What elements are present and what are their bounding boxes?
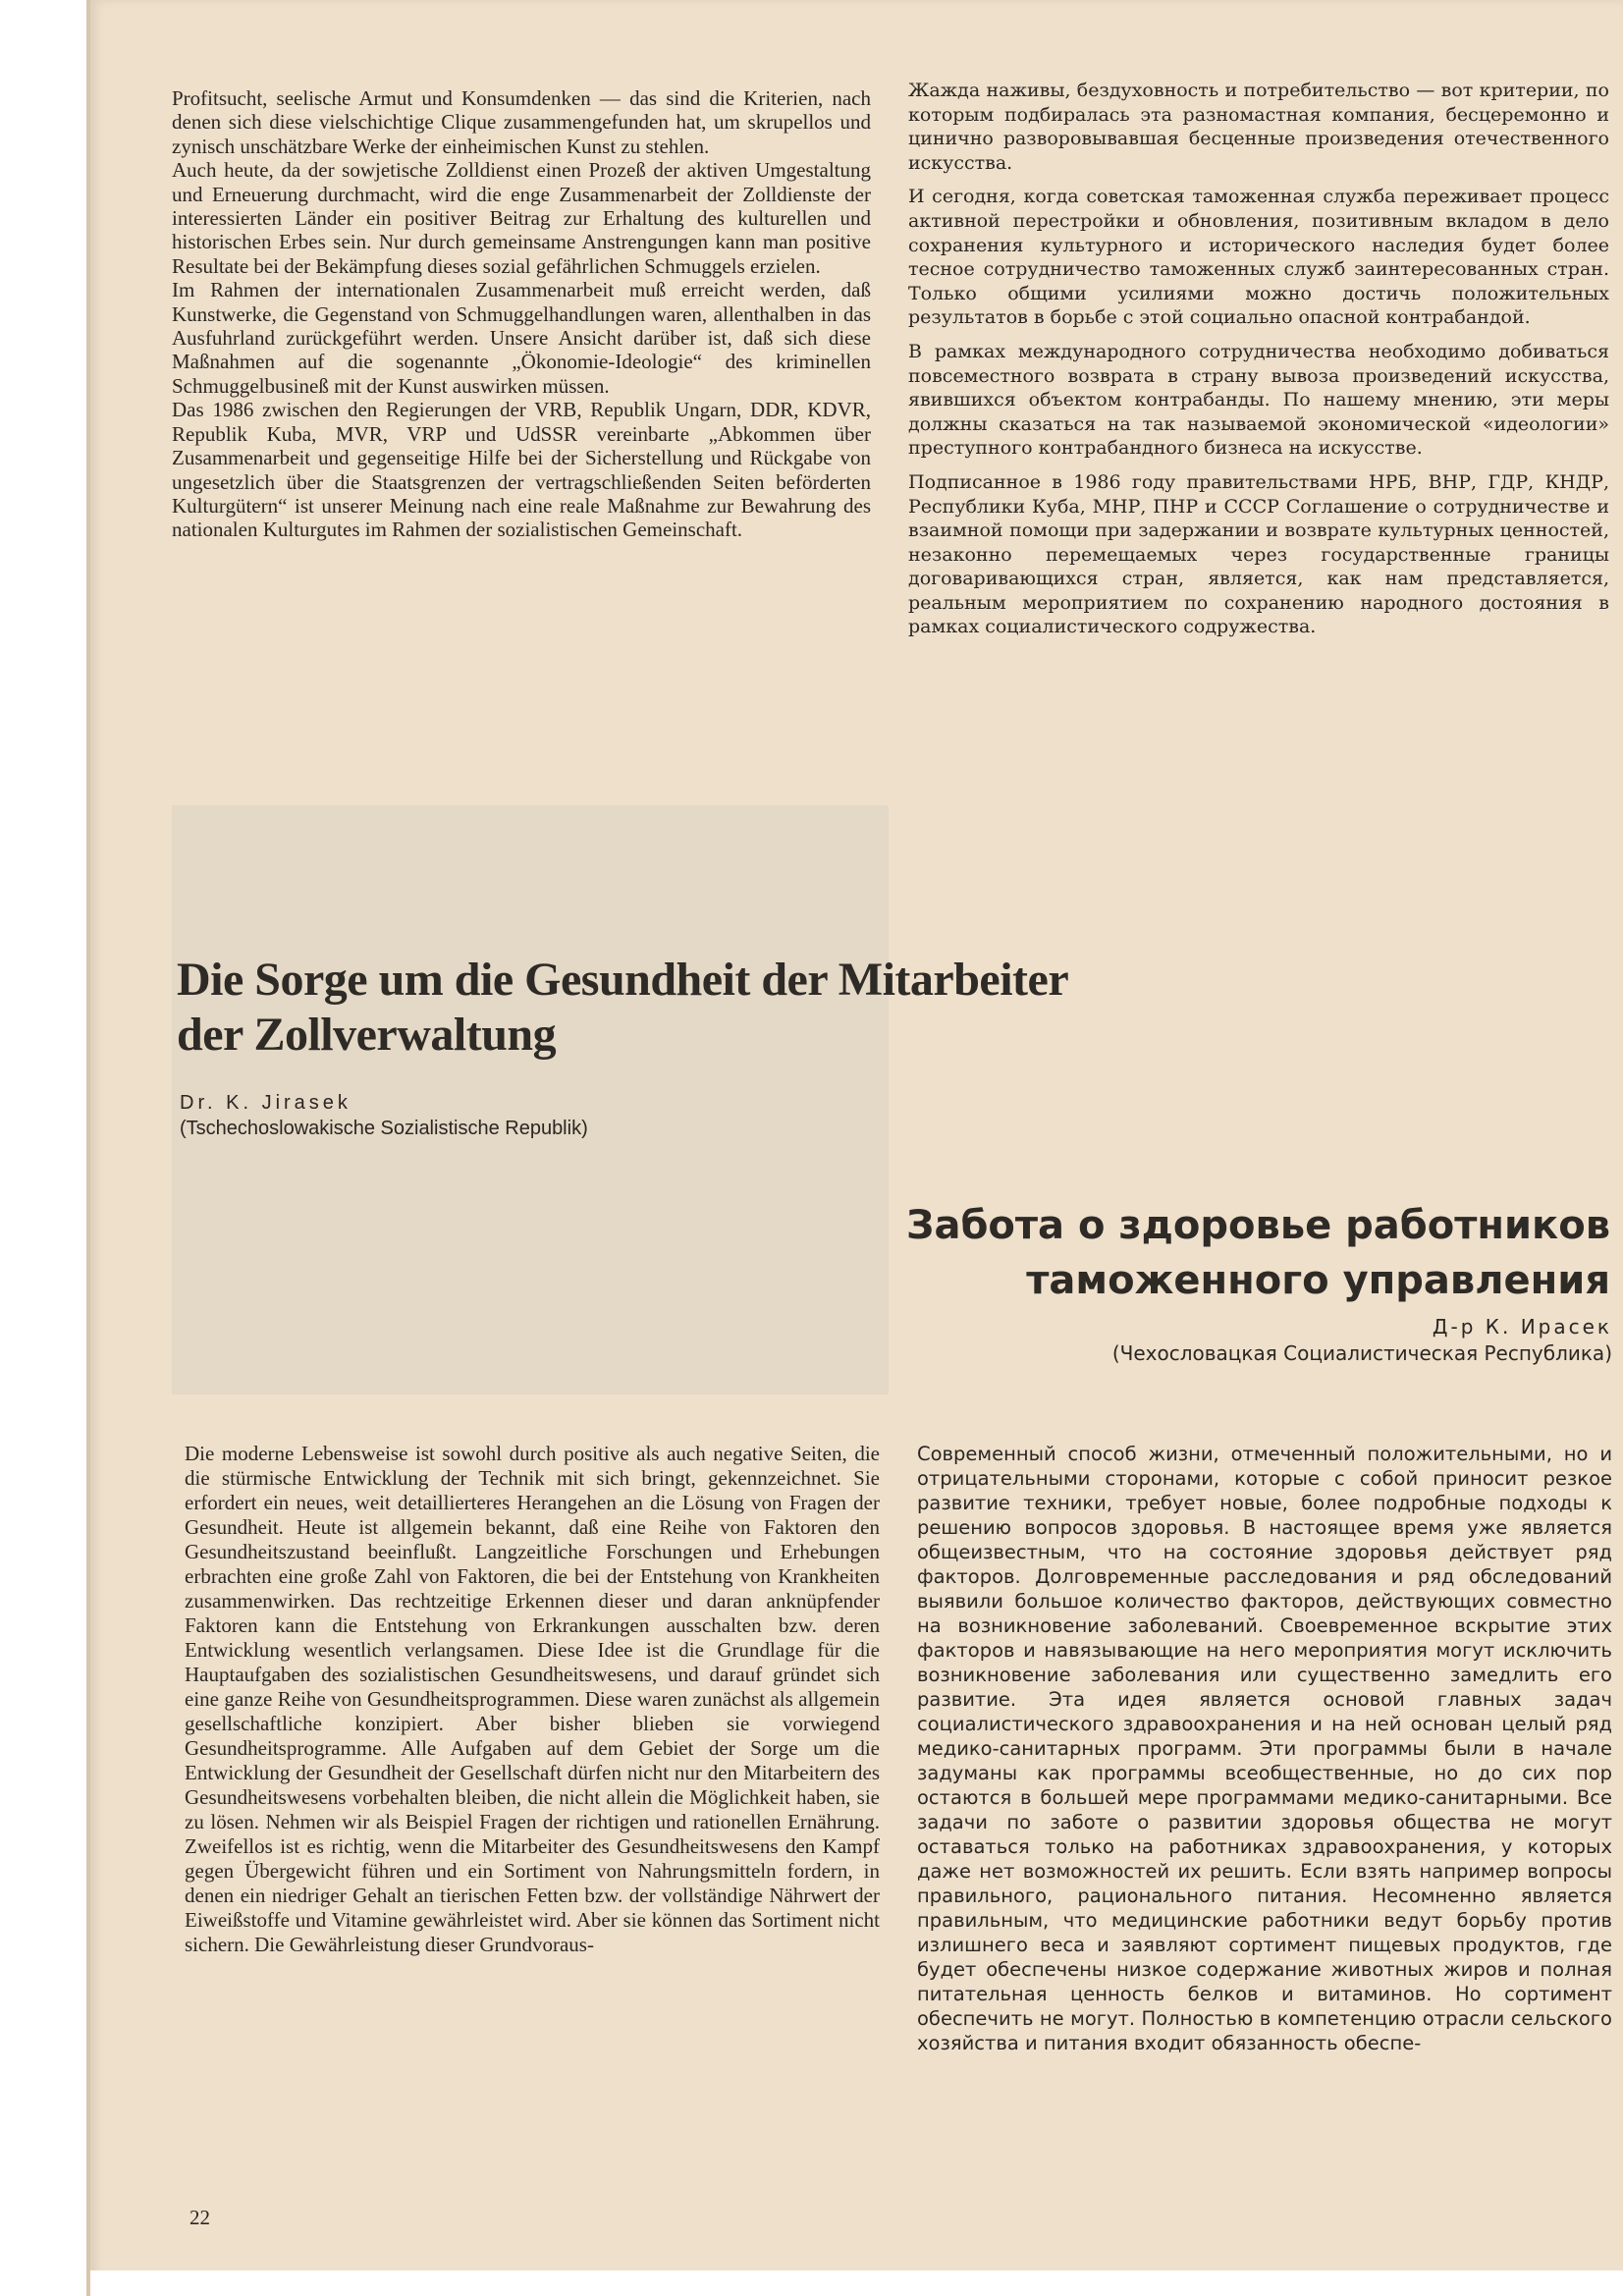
paragraph: Auch heute, da der sowjetische Zolldienst einen Prozeß der aktiven Umgestaltung und Erneuerung durchmacht, wird die enge Zusammenarbeit der Zolldienste der interessierten Länder ein positiver Beitrag zur Erhaltung des kulturellen und historischen Erbes sein. Nur durch gemeinsame Anstrengungen kann man positive Resultate bei der Bekämpfung dieses sozial gefährlichen Schmuggels erzielen. — [172, 158, 871, 278]
author-name: Д-р К. Ирасек — [1432, 1315, 1612, 1339]
paragraph: Современный способ жизни, отмеченный положительными, но и отрицательными сторонами, которые с собой приносит резкое развитие техники, требует новые, более подробные подходы к решению вопросов здоровья. В настоящее время уже является общеизвестным, что на состояние здоровья действует ряд факторов. Долговременные расследования и ряд обследований выявили большое количество факторов, действующих совместно на возникновение заболеваний. Своевременное вскрытие этих факторов и навязывающие на него мероприятия могут исключить возникновение заболевания или существенно замедлить его развитие. Эта идея является основой главных задач социалистического здравоохранения и на ней основан целый ряд медико-санитарных программ. Эти программы были в начале задуманы как программы всеобщественные, но до сих пор остаются в большей мере программами медико-санитарными. Все задачи по заботе о развитии здоровья общества не могут оставаться только на работниках здравоохранения, у которых даже нет возможностей их решить. Если взять например вопросы правильного, рационального питания. Несомненно является правильным, что медицинские работники ведут борьбу против излишнего веса и заявляют сортимент пищевых продуктов, где будет обеспечены низкое содержание животных жиров и полная питательная ценность белков и витаминов. Но сортимент обеспечить не могут. Полностью в компетенцию отрасли сельского хозяйства и питания входит обязанность обеспе- — [917, 1443, 1612, 2054]
paragraph: Жажда наживы, бездуховность и потребительство — вот критерии, по которым подбиралась эта разномастная компания, бесцеремонно и цинично разворовывавшая бесценные произведения отечественного искусства. — [908, 80, 1609, 174]
russian-article-title — [766, 1198, 1610, 1308]
author-country: (Tschechoslowakische Sozialistische Republik) — [180, 1118, 588, 1139]
paragraph: Das 1986 zwischen den Regierungen der VRB, Republik Ungarn, DDR, KDVR, Republik Kuba, MVR, VRP und UdSSR vereinbarte „Abkommen über Zusammenarbeit und gegenseitige Hilfe bei der Sicherstellung und Rückgabe von ungesetzlich über die Staatsgrenzen der vertragschließenden Seiten beförderten Kulturgütern“ ist unserer Meinung nach eine reale Maßnahme zur Bewahrung des nationalen Kulturgutes im Rahmen der sozialistischen Gemeinschaft. — [172, 398, 871, 542]
top-russian-column — [908, 79, 1609, 649]
top-german-column — [172, 86, 871, 542]
german-author-block — [180, 1090, 965, 1141]
article-russian-column — [917, 1442, 1612, 2055]
title-line: der Zollverwaltung — [177, 1009, 557, 1061]
german-article-title — [177, 953, 1159, 1063]
title-line: Забота о здоровье работников — [906, 1203, 1610, 1248]
paragraph: Im Rahmen der internationalen Zusammenarbeit muß erreicht werden, daß Kunstwerke, die Gegenstand von Schmuggelhandlungen waren, allenthalben in das Ausfuhrland zurückgeführt werden. Unsere Ansicht darüber ist, daß sich diese Maßnahmen auf die sogenannte „Ökonomie-Ideologie“ des kriminellen Schmuggelbusineß mit der Kunst auswirken müssen. — [172, 278, 871, 398]
paragraph: В рамках международного сотрудничества необходимо добиваться повсеместного возврата в страну вывоза произведений искусства, явившихся объектом контрабанды. По нашему мнению, эти меры должны сказаться на так называемой экономической «идеологии» преступного контрабандного бизнеса на искусстве. — [908, 340, 1609, 460]
title-line: таможенного управления — [1026, 1258, 1610, 1303]
page-bottom-margin — [90, 2270, 1623, 2296]
author-name: Dr. K. Jirasek — [180, 1092, 352, 1114]
page-number: 22 — [189, 2206, 210, 2229]
paragraph: Profitsucht, seelische Armut und Konsumdenken — das sind die Kriterien, nach denen sich diese vielschichtige Clique zusammengefunden hat, um skrupellos und zynisch unschätzbare Werke der einheimischen Kunst zu stehlen. — [172, 86, 871, 158]
russian-author-block — [884, 1314, 1612, 1367]
article-german-column — [185, 1442, 880, 1957]
paragraph: Die moderne Lebensweise ist sowohl durch positive als auch negative Seiten, die die stürmische Entwicklung der Technik mit sich bringt, gekennzeichnet. Sie erfordert ein neues, weit detaillierteres Herangehen an die Lösung von Fragen der Gesundheit. Heute ist allgemein bekannt, daß eine Reihe von Faktoren den Gesundheitszustand beeinflußt. Langzeitliche Forschungen und Erhebungen erbrachten eine große Zahl von Faktoren, die bei der Entstehung von Krankheiten zusammenwirken. Das rechtzeitige Erkennen dieser und daran anknüpfender Faktoren kann die Entstehung von Erkrankungen ausschalten bzw. deren Entwicklung wesentlich verlangsamen. Diese Idee ist die Grundlage für die Hauptaufgaben des sozialistischen Gesundheitswesens, und darauf gründet sich eine ganze Reihe von Gesundheitsprogrammen. Diese waren zunächst als allgemein gesellschaftliche konzipiert. Aber bisher blieben sie vorwiegend Gesundheitsprogramme. Alle Aufgaben auf dem Gebiet der Sorge um die Entwicklung der Gesundheit der Gesellschaft dürfen nicht nur den Mitarbeitern des Gesundheitswesens vorbehalten bleiben, die nicht allein die Möglichkeit haben, sie zu lösen. Nehmen wir als Beispiel Fragen der richtigen und rationellen Ernährung. Zweifellos ist es richtig, wenn die Mitarbeiter des Gesundheitswesens den Kampf gegen Übergewicht führen und ein Sortiment von Nahrungsmitteln fordern, in denen ein niedriger Gehalt an tierischen Fetten bzw. der vollständige Nährwert der Eiweißstoffe und Vitamine gewährleistet wird. Aber sie können das Sortiment nicht sichern. Die Gewährleistung dieser Grundvoraus- — [185, 1442, 880, 1956]
paragraph: И сегодня, когда советская таможенная служба переживает процесс активной перестройки и обновления, позитивным вкладом в дело сохранения культурного и исторического наследия будет более тесное сотрудничество таможенных служб заинтересованных стран. Только общими усилиями можно достичь положительных результатов в борьбе с этой социально опасной контрабандой. — [908, 186, 1609, 329]
author-country: (Чехословацкая Социалистическая Республика) — [1111, 1341, 1612, 1365]
paragraph: Подписанное в 1986 году правительствами НРБ, ВНР, ГДР, КНДР, Республики Куба, МНР, ПНР и СССР Соглашение о сотрудничестве и взаимной помощи при задержании и возврате культурных ценностей, незаконно перемещаемых через государственные границы договаривающихся стран, является, как нам представляется, реальным мероприятием по сохранению народного достояния в рамках социалистического содружества. — [908, 470, 1609, 638]
title-line: Die Sorge um die Gesundheit der Mitarbeiter — [177, 954, 1069, 1006]
